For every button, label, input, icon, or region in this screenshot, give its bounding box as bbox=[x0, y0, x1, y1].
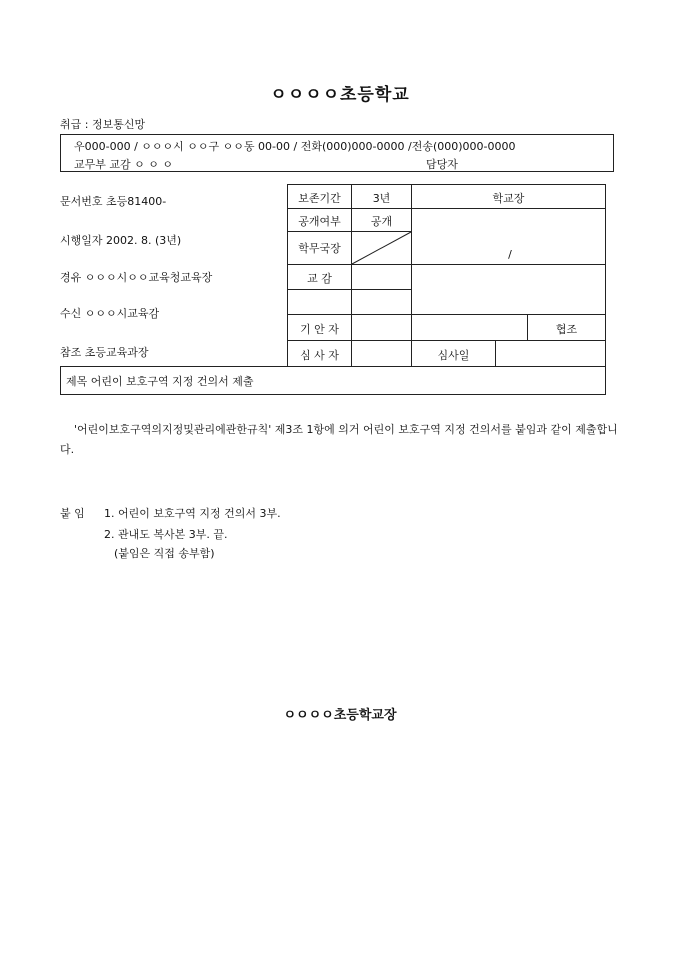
retention-label: 보존기간 bbox=[298, 192, 341, 205]
reviewer-label: 심 사 자 bbox=[300, 349, 339, 362]
issue-date: 시행일자 2002. 8. (3년) bbox=[60, 234, 182, 247]
handling-label: 취급 : 정보통신망 bbox=[60, 118, 146, 131]
cooperation-label: 협조 bbox=[555, 323, 578, 336]
attachment-item-2: 2. 관내도 복사본 3부. 끝. bbox=[104, 528, 228, 541]
body-paragraph: '어린이보호구역의지정및관리에관한규칙' 제3조 1항에 의거 어린이 보호구역 지정 건의서를 붙임과 같이 제출합니다. bbox=[60, 423, 618, 456]
vice-principal-label: 교 감 bbox=[307, 272, 332, 285]
drafter-label: 기 안 자 bbox=[300, 323, 339, 336]
review-date-label: 심사일 bbox=[437, 349, 470, 362]
principal-label: 학교장 bbox=[492, 192, 525, 205]
address-box bbox=[60, 134, 614, 172]
address-line: 우000-000 / ㅇㅇㅇ시 ㅇㅇ구 ㅇㅇ동 00-00 / 전화(000)000-0000 /전송(000)000-0000 bbox=[74, 140, 516, 153]
attachment-item-1: 1. 어린이 보호구역 지정 건의서 3부. bbox=[104, 507, 281, 520]
department-line: 교무부 교감 ㅇ ㅇ ㅇ bbox=[74, 158, 173, 171]
disclosure-value: 공개 bbox=[370, 215, 393, 228]
director-label: 학무국장 bbox=[298, 242, 341, 255]
attachment-note: (붙임은 직접 송부함) bbox=[114, 547, 215, 560]
in-charge-label: 담당자 bbox=[426, 158, 458, 171]
via-line: 경유 ㅇㅇㅇ시ㅇㅇ교육청교육장 bbox=[60, 271, 213, 284]
principal-signature-slash: / bbox=[508, 248, 512, 261]
reference-line: 참조 초등교육과장 bbox=[60, 346, 149, 359]
recipient-line: 수신 ㅇㅇㅇ시교육감 bbox=[60, 307, 160, 320]
attachment-label: 붙 임 bbox=[60, 507, 85, 520]
diagonal-slash-mark bbox=[351, 231, 412, 265]
signatory-title: ㅇㅇㅇㅇ초등학교장 bbox=[283, 708, 397, 723]
subject-line: 제목 어린이 보호구역 지정 건의서 제출 bbox=[66, 375, 254, 388]
retention-value: 3년 bbox=[372, 192, 391, 205]
disclosure-label: 공개여부 bbox=[298, 215, 341, 228]
document-title: ㅇㅇㅇㅇ초등학교 bbox=[270, 85, 410, 105]
document-number: 문서번호 초등81400- bbox=[60, 195, 167, 208]
